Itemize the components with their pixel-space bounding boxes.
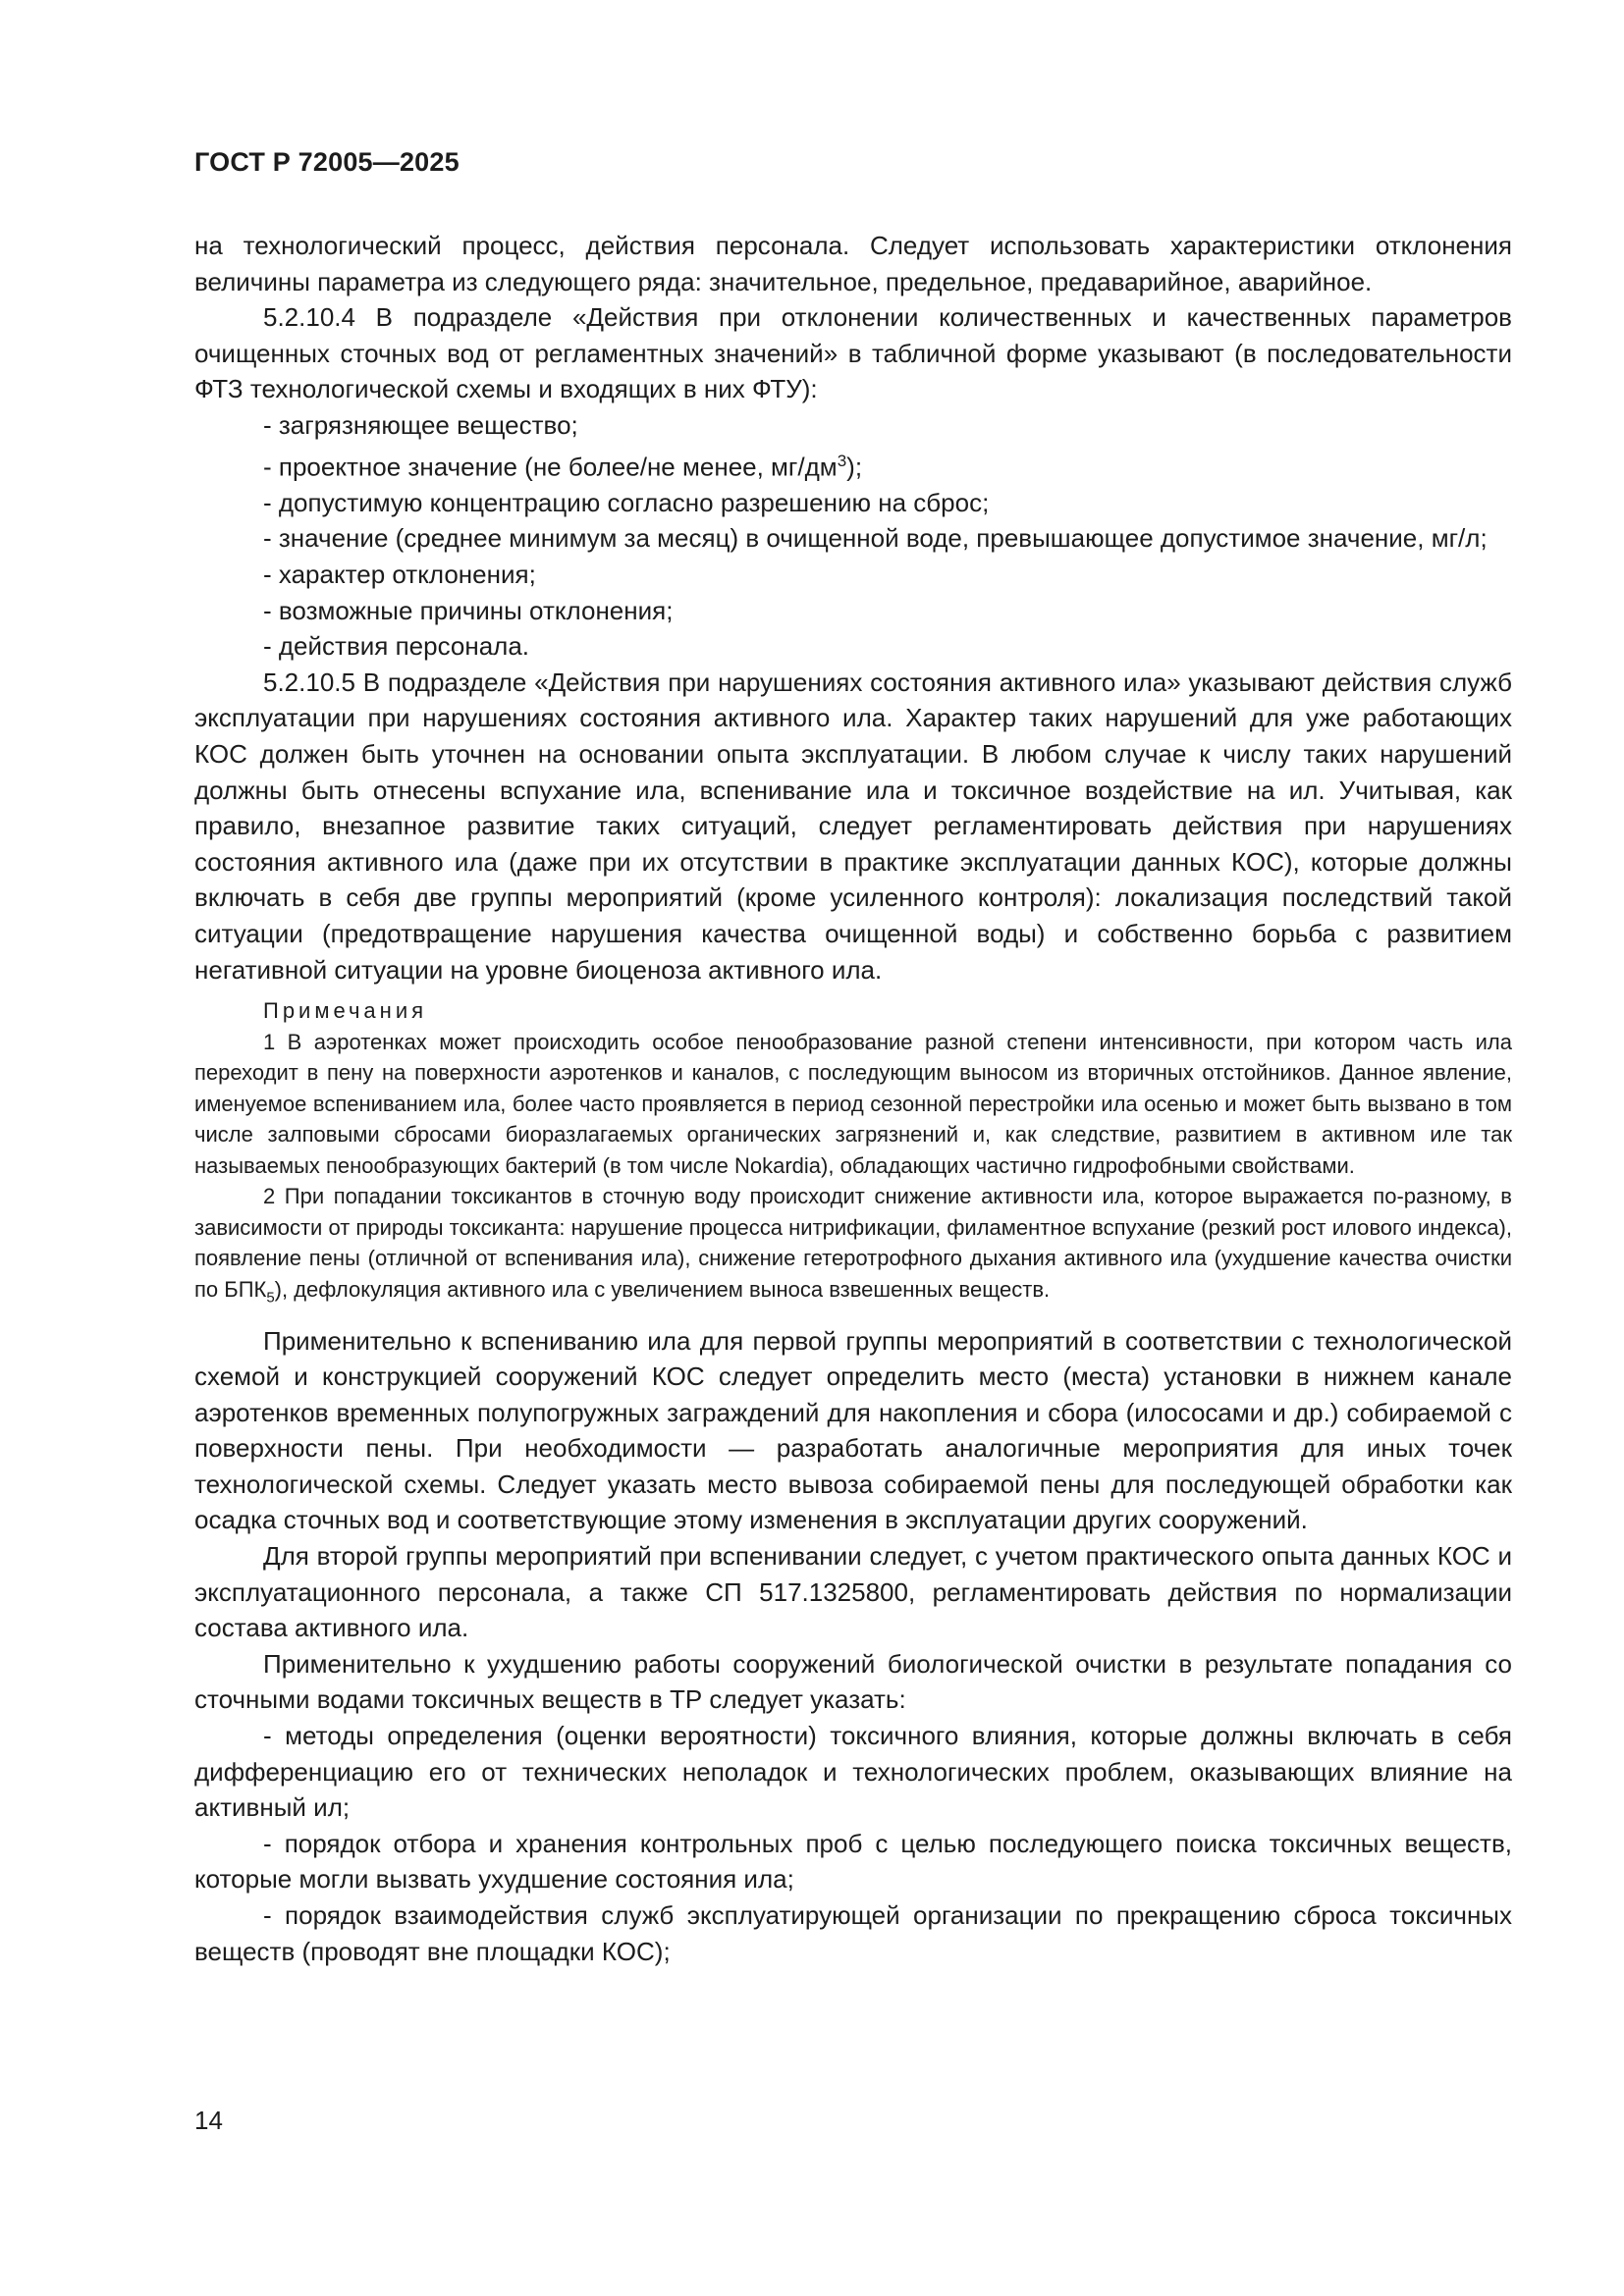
note-2-text: ), дефлокуляция активного ила с увеличением выноса взвешенных веществ. <box>274 1276 1051 1302</box>
page-number: 14 <box>194 2106 223 2135</box>
paragraph: на технологический процесс, действия персонала. Следует использовать характеристики отклонения величины параметра из следующего ряда: значительное, предельное, предаварийное, аварийное. <box>194 231 1512 296</box>
list-item: - загрязняющее вещество; <box>263 409 578 440</box>
note-2-text: 2 При попадании токсикантов в сточную воду происходит снижение активности ила, которое выражается по-разному, в зависимости от природы токсиканта: нарушение процесса нитрификации, филаментное вспухание (резкий рост илового индекса), появление пены (отличной от вспенивания ила), снижение гетеротрофного дыхания активного ила (ухудшение качества очистки по БПК <box>194 1184 1512 1302</box>
section-5-2-10-4: 5.2.10.4 В подразделе «Действия при отклонении количественных и качественных параметров очищенных сточных вод от регламентных значений» в табличной форме указывают (в последовательности ФТЗ технологической схемы и входящих в них ФТУ): <box>194 302 1512 404</box>
paragraph: Для второй группы мероприятий при вспенивании следует, с учетом практического опыта данных КОС и эксплуатационного персонала, а также СП 517.1325800, регламентировать действия по нормализации состава активного ила. <box>194 1541 1512 1643</box>
superscript: 3 <box>837 451 847 470</box>
note-1: 1 В аэротенках может происходить особое пенообразование разной степени интенсивности, при котором часть ила переходит в пену на поверхности аэротенков и каналов, с последующим выносом из вторичных отстойников. Данное явление, именуемое вспениванием ила, более часто проявляется в период сезонной перестройки ила осенью и может быть вызвано в том числе залповыми сбросами биоразлагаемых органических загрязнений и, как следствие, развитием в активном иле так называемых пенообразующих бактерий (в том числе Nokardia), обладающих частично гидрофобными свойствами. <box>194 1029 1512 1178</box>
subscript: 5 <box>266 1289 275 1307</box>
list-item: - допустимую концентрацию согласно разрешению на сброс; <box>263 487 990 517</box>
list-item: - порядок взаимодействия служб эксплуатирующей организации по прекращению сброса токсичных веществ (проводят вне площадки КОС); <box>194 1900 1512 1966</box>
note-2 <box>194 1181 1512 1312</box>
list-item-text: - проектное значение (не более/не менее, мг/дм <box>263 452 838 482</box>
list-item: - значение (среднее минимум за месяц) в очищенной воде, превышающее допустимое значение, мг/л; <box>263 523 1488 554</box>
list-item: - методы определения (оценки вероятности) токсичного влияния, которые должны включать в себя дифференциацию его от технических неполадок и технологических проблем, оказывающих влияние на активный ил; <box>194 1721 1512 1823</box>
list-item: - характер отклонения; <box>263 560 536 589</box>
list-item <box>194 444 1512 485</box>
list-item: - действия персонала. <box>263 631 530 662</box>
notes-title: Примечания <box>263 998 428 1024</box>
section-5-2-10-5: 5.2.10.5 В подразделе «Действия при нарушениях состояния активного ила» указывают действия служб эксплуатации при нарушениях состояния активного ила. Характер таких нарушений для уже работающих КОС должен быть уточнен на основании опыта эксплуатации. В любом случае к числу таких нарушений должны быть отнесены вспухание ила, вспенивание ила и токсичное воздействие на ил. Учитывая, как правило, внезапное развитие таких ситуаций, следует регламентировать действия при нарушениях состояния активного ила (даже при их отсутствии в практике эксплуатации данных КОС), которые должны включать в себя две группы мероприятий (кроме усиленного контроля): локализация последствий такой ситуации (предотвращение нарушения качества очищенной воды) и собственно борьба с развитием негативной ситуации на уровне биоценоза активного ила. <box>194 667 1512 985</box>
paragraph: Применительно к ухудшению работы сооружений биологической очистки в результате попадания со сточными водами токсичных веществ в ТР следует указать: <box>194 1648 1512 1715</box>
notes-block <box>194 995 1512 1312</box>
list-item: - порядок отбора и хранения контрольных проб с целью последующего поиска токсичных веществ, которые могли вызвать ухудшение состояния ила; <box>194 1828 1512 1895</box>
list-item-text: ); <box>846 452 863 482</box>
document-header: ГОСТ Р 72005—2025 <box>194 147 460 177</box>
list-item: - возможные причины отклонения; <box>263 595 674 625</box>
document-body <box>194 228 1512 1969</box>
paragraph: Применительно к вспениванию ила для первой группы мероприятий в соответствии с технологической схемой и конструкцией сооружений КОС следует определить место (места) установки в нижнем канале аэротенков временных полупогружных заграждений для накопления и сбора (илососами и др.) собираемой с поверхности пены. При необходимости — разработать аналогичные мероприятия для иных точек технологической схемы. Следует указать место вывоза собираемой пены для последующей обработки как осадка сточных вод и соответствующие этому изменения в эксплуатации других сооружений. <box>194 1325 1512 1535</box>
